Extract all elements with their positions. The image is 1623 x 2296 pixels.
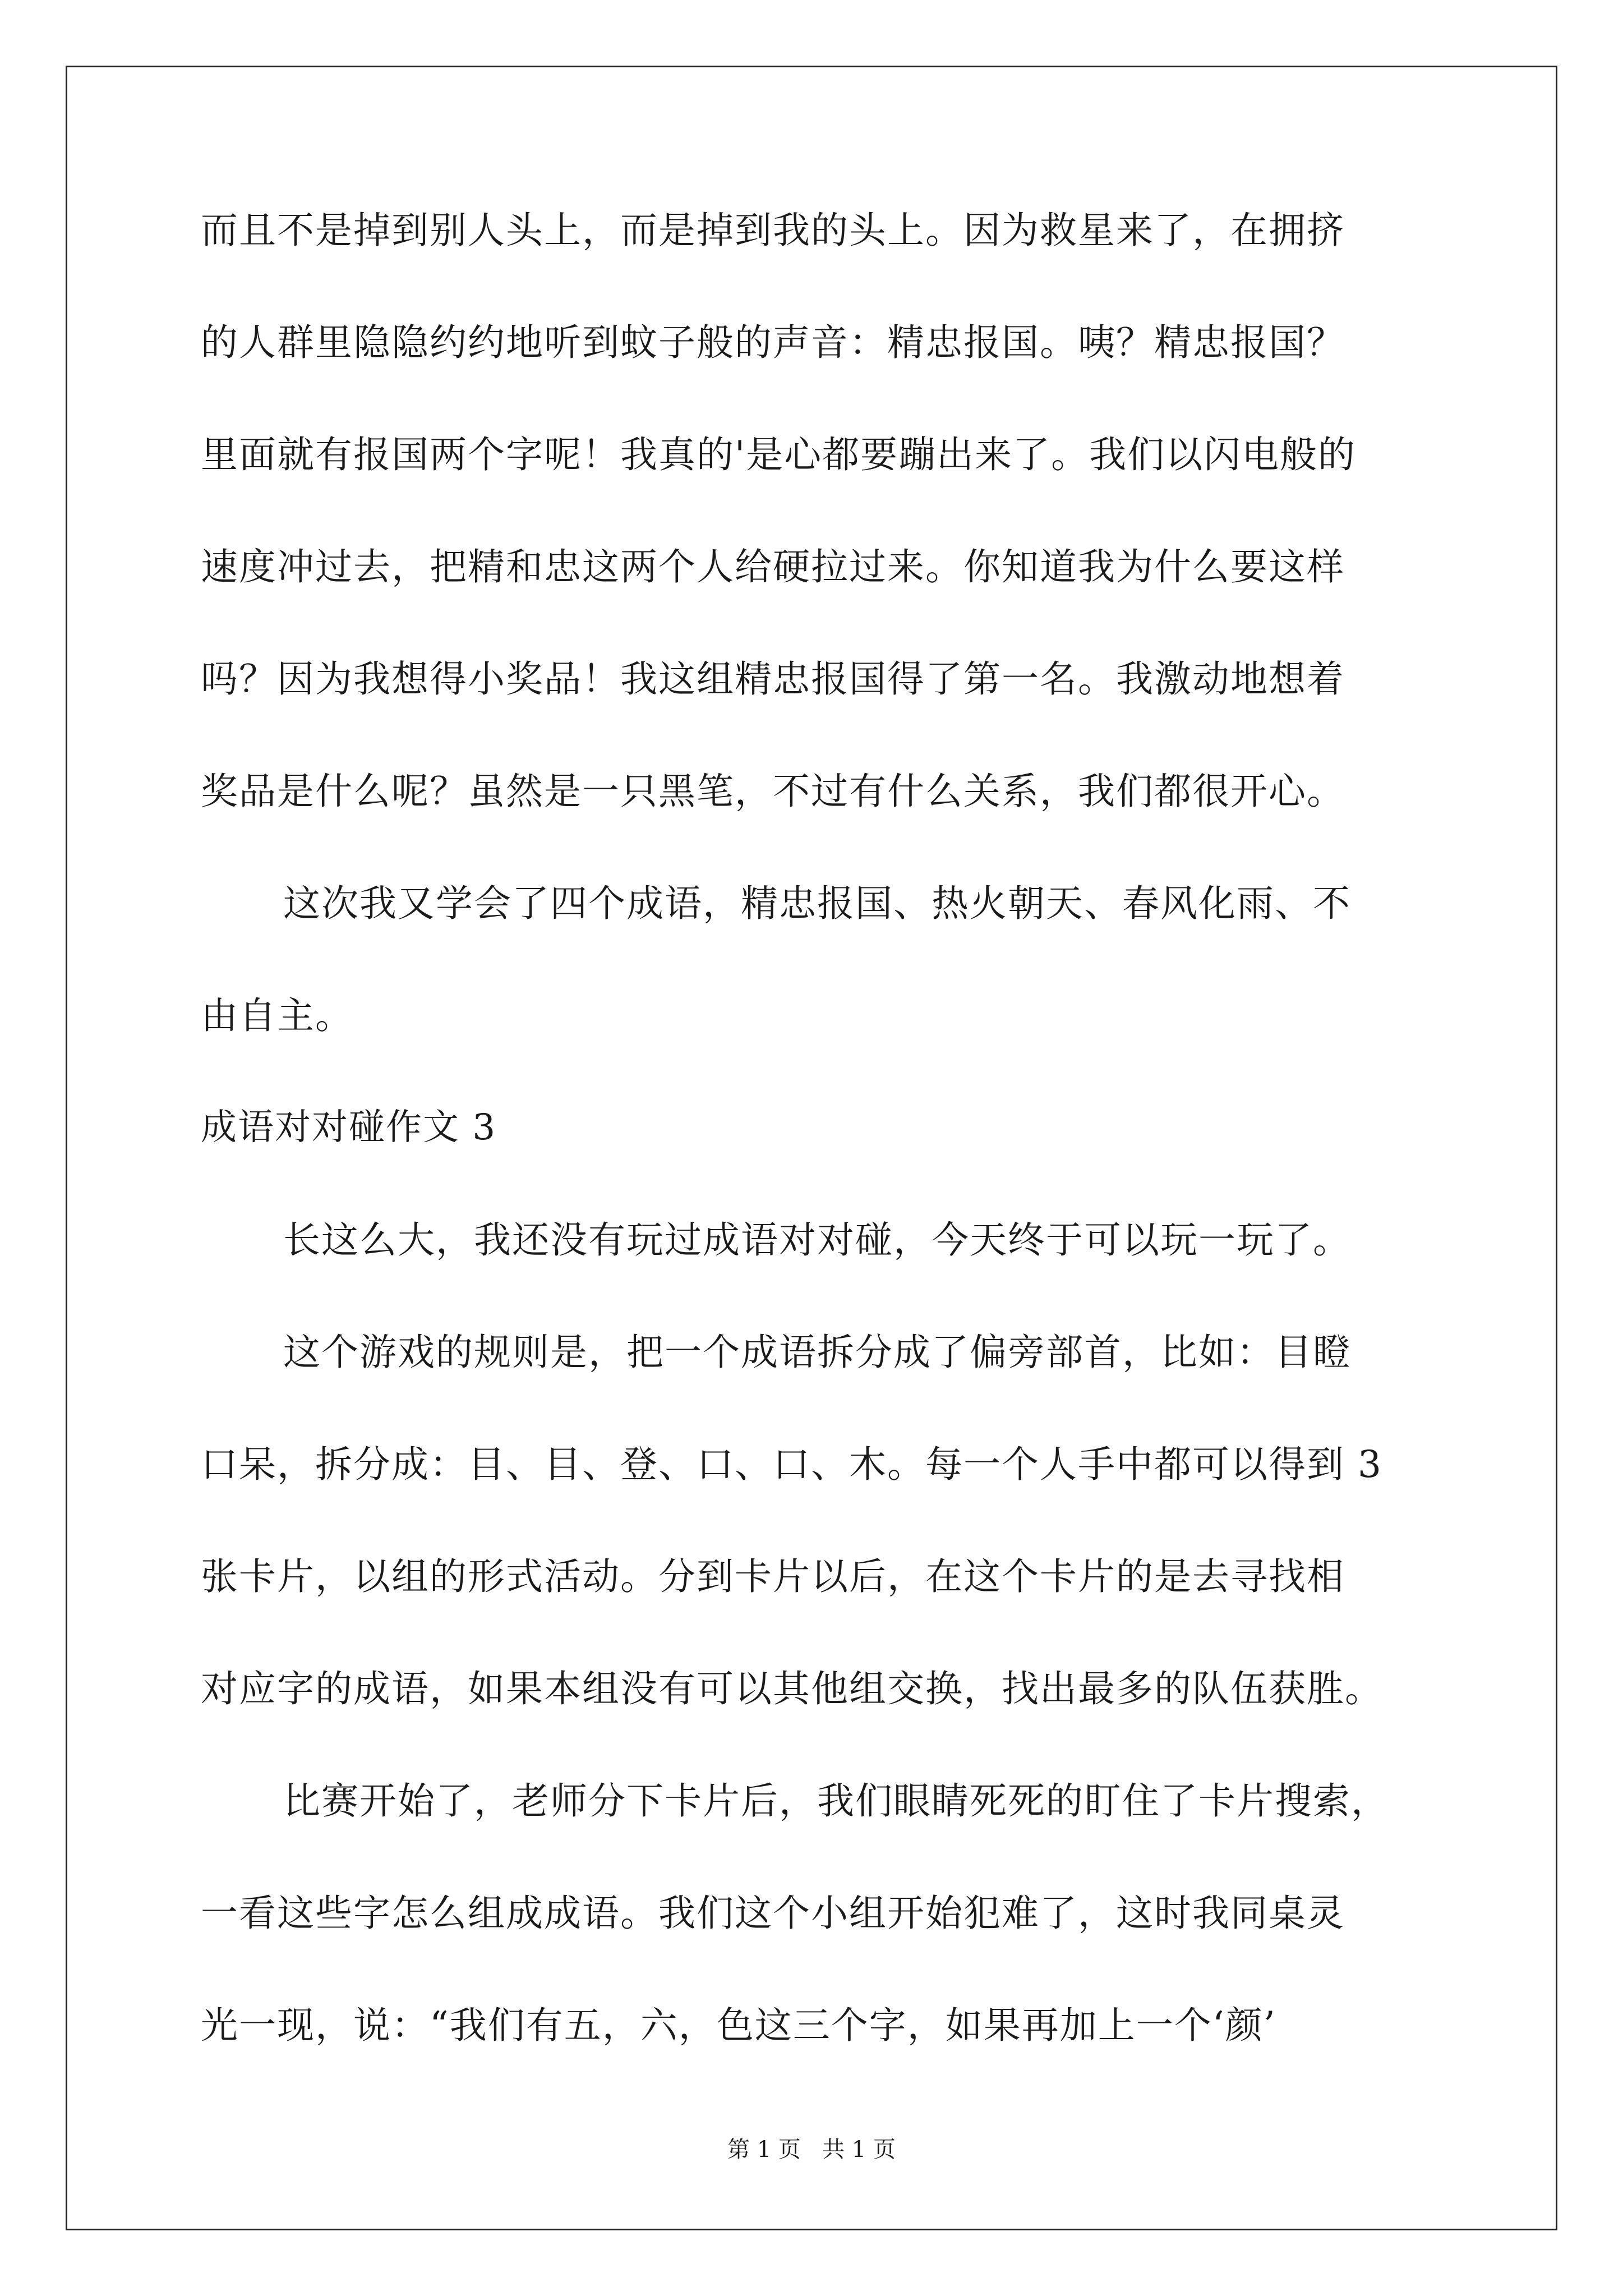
text-line: 口呆，拆分成：目、目、登、口、口、木。每一个人手中都可以得到 3 bbox=[201, 1443, 1382, 1486]
text-line: 由自主。 bbox=[201, 994, 353, 1037]
text-line: 奖品是什么呢？虽然是一只黑笔，不过有什么关系，我们都很开心。 bbox=[201, 770, 1345, 813]
text-line: 这次我又学会了四个成语，精忠报国、热火朝天、春风化雨、不 bbox=[283, 882, 1351, 925]
text-line: 比赛开始了，老师分下卡片后，我们眼睛死死的盯住了卡片搜索， bbox=[283, 1779, 1389, 1823]
text-line: 光一现，说：“我们有五，六，色这三个字，如果再加上一个‘颜’ bbox=[201, 2004, 1276, 2047]
page-number-footer: 第 1 页 共 1 页 bbox=[727, 2137, 896, 2162]
text-line: 而且不是掉到别人头上，而是掉到我的头上。因为救星来了，在拥挤 bbox=[201, 209, 1345, 252]
text-line: 一看这些字怎么组成成语。我们这个小组开始犯难了，这时我同桌灵 bbox=[201, 1892, 1345, 1935]
text-line: 对应字的成语，如果本组没有可以其他组交换，找出最多的队伍获胜。 bbox=[201, 1667, 1383, 1710]
section-heading: 成语对对碰作文 3 bbox=[201, 1107, 497, 1148]
text-line: 的人群里隐隐约约地听到蚊子般的声音：精忠报国。咦？精忠报国？ bbox=[201, 321, 1345, 364]
text-line: 里面就有报国两个字呢！我真的'是心都要蹦出来了。我们以闪电般的 bbox=[201, 433, 1357, 476]
text-line: 张卡片，以组的形式活动。分到卡片以后，在这个卡片的是去寻找相 bbox=[201, 1555, 1345, 1598]
text-line: 吗？因为我想得小奖品！我这组精忠报国得了第一名。我激动地想着 bbox=[201, 657, 1345, 701]
text-line: 速度冲过去，把精和忠这两个人给硬拉过来。你知道我为什么要这样 bbox=[201, 545, 1345, 588]
text-line: 这个游戏的规则是，把一个成语拆分成了偏旁部首，比如：目瞪 bbox=[283, 1331, 1351, 1374]
text-line: 长这么大，我还没有玩过成语对对碰，今天终于可以玩一玩了。 bbox=[283, 1218, 1351, 1262]
